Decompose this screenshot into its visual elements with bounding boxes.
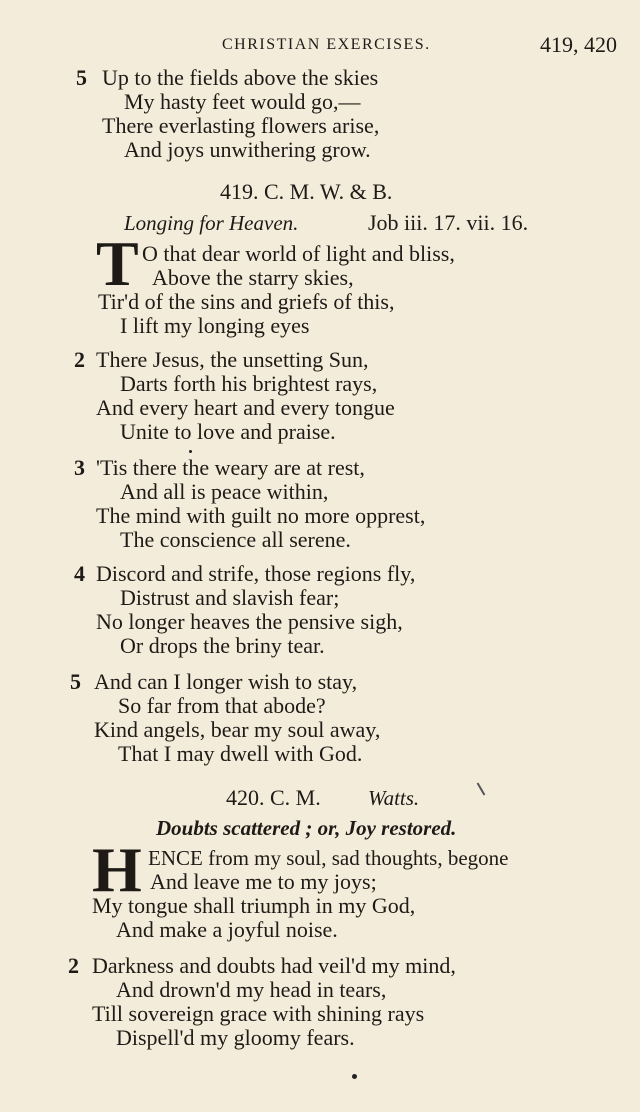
verse-line: Or drops the briny tear.	[120, 633, 325, 658]
running-head	[0, 32, 640, 64]
hymn-419-header: 419. C. M. W. & B.	[220, 179, 393, 204]
verse-line: Dispell'd my gloomy fears.	[116, 1025, 355, 1050]
verse-line: Kind angels, bear my soul away,	[94, 717, 381, 742]
hymn-419-reference: Job iii. 17. vii. 16.	[368, 210, 529, 235]
verse-line: I lift my longing eyes	[120, 313, 310, 338]
drop-cap: H	[92, 834, 142, 905]
verse-line: And make a joyful noise.	[116, 917, 338, 942]
verse-line: And leave me to my joys;	[150, 869, 377, 894]
verse-line: Darkness and doubts had veil'd my mind,	[92, 953, 456, 978]
verse-line: Above the starry skies,	[152, 265, 354, 290]
verse-line: Unite to love and praise.	[120, 419, 336, 444]
verse-line: 'Tis there the weary are at rest,	[96, 455, 365, 480]
verse-line: Tir'd of the sins and griefs of this,	[98, 289, 395, 314]
verse-line: The conscience all serene.	[120, 527, 351, 552]
printer-dot	[189, 450, 192, 453]
printer-dot	[352, 1074, 357, 1079]
verse-line: That I may dwell with God.	[118, 741, 363, 766]
page-numbers: 419, 420	[540, 32, 617, 57]
verse-line: ENCE from my soul, sad thoughts, begone	[148, 846, 509, 870]
verse-line: Till sovereign grace with shining rays	[92, 1001, 425, 1026]
hymn-419-subtitle: Longing for Heaven.	[124, 211, 299, 235]
verse-line: Up to the fields above the skies	[102, 65, 379, 90]
running-head-title: CHRISTIAN EXERCISES.	[222, 36, 431, 53]
hymn-420-author: Watts.	[368, 786, 420, 810]
stanza-number: 5	[76, 65, 87, 90]
verse-line: There everlasting flowers arise,	[102, 113, 380, 138]
printer-mark	[477, 782, 486, 795]
verse-line: No longer heaves the pensive sigh,	[96, 609, 403, 634]
stanza-number: 3	[74, 455, 85, 480]
verse-line: My tongue shall triumph in my God,	[92, 893, 416, 918]
verse-line: So far from that abode?	[118, 693, 326, 718]
verse-line: And joys unwithering grow.	[124, 137, 371, 162]
verse-line: O that dear world of light and bliss,	[142, 241, 455, 266]
verse-line: And all is peace within,	[120, 479, 329, 504]
stanza-number: 2	[68, 953, 79, 978]
stanza-number: 2	[74, 347, 85, 372]
stanza-number: 5	[70, 669, 81, 694]
verse-line: And drown'd my head in tears,	[116, 977, 387, 1002]
verse-line: Distrust and slavish fear;	[120, 585, 340, 610]
verse-line: My hasty feet would go,—	[124, 89, 361, 114]
verse-line: Discord and strife, those regions fly,	[96, 561, 416, 586]
verse-line: And every heart and every tongue	[96, 395, 395, 420]
hymn-420-subtitle: Doubts scattered ; or, Joy restored.	[156, 816, 457, 840]
verse-line: And can I longer wish to stay,	[94, 669, 358, 694]
verse-line: Darts forth his brightest rays,	[120, 371, 378, 396]
drop-cap: T	[96, 228, 139, 299]
hymn-420-header: 420. C. M.	[226, 785, 321, 810]
verse-line: There Jesus, the unsetting Sun,	[96, 347, 369, 372]
verse-line: The mind with guilt no more opprest,	[96, 503, 426, 528]
stanza-number: 4	[74, 561, 85, 586]
